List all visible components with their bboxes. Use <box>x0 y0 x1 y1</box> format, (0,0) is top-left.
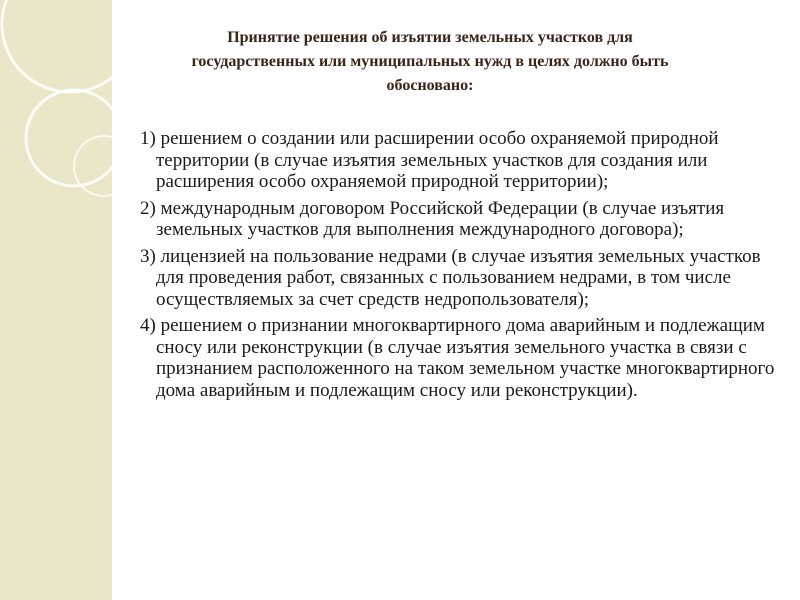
slide-title-line-3: обосновано: <box>386 77 474 94</box>
slide-title <box>150 26 710 98</box>
decorative-side-band <box>0 0 112 600</box>
list-item-4: 4) решением о признании многоквартирного дома аварийным и подлежащим сносу или реконструкции (в случае изъятия земельного участка в связи с признанием расположенного на таком земельном участке многоквартирного дома аварийным и подлежащим сносу или реконструкции). <box>140 315 775 401</box>
grounds-list <box>140 128 780 406</box>
list-item-2: 2) международным договором Российской Федерации (в случае изъятия земельных участков для выполнения международного договора); <box>140 197 725 240</box>
list-item-3: 3) лицензией на пользование недрами (в случае изъятия земельных участков для проведения работ, связанных с пользованием недрами, в том числе осуществляемых за счет средств недропользователя); <box>140 245 761 310</box>
decorative-circle-medium <box>26 90 112 186</box>
decorative-circles <box>0 0 112 600</box>
slide-title-line-1: Принятие решения об изъятии земельных участков для <box>227 29 633 46</box>
list-item-1: 1) решением о создании или расширении особо охраняемой природной территории (в случае изъятия земельных участков для создания или расширения особо охраняемой природной территории); <box>140 128 719 192</box>
slide-title-line-2: государственных или муниципальных нужд в целях должно быть <box>191 53 669 70</box>
decorative-circle-large <box>2 0 112 92</box>
